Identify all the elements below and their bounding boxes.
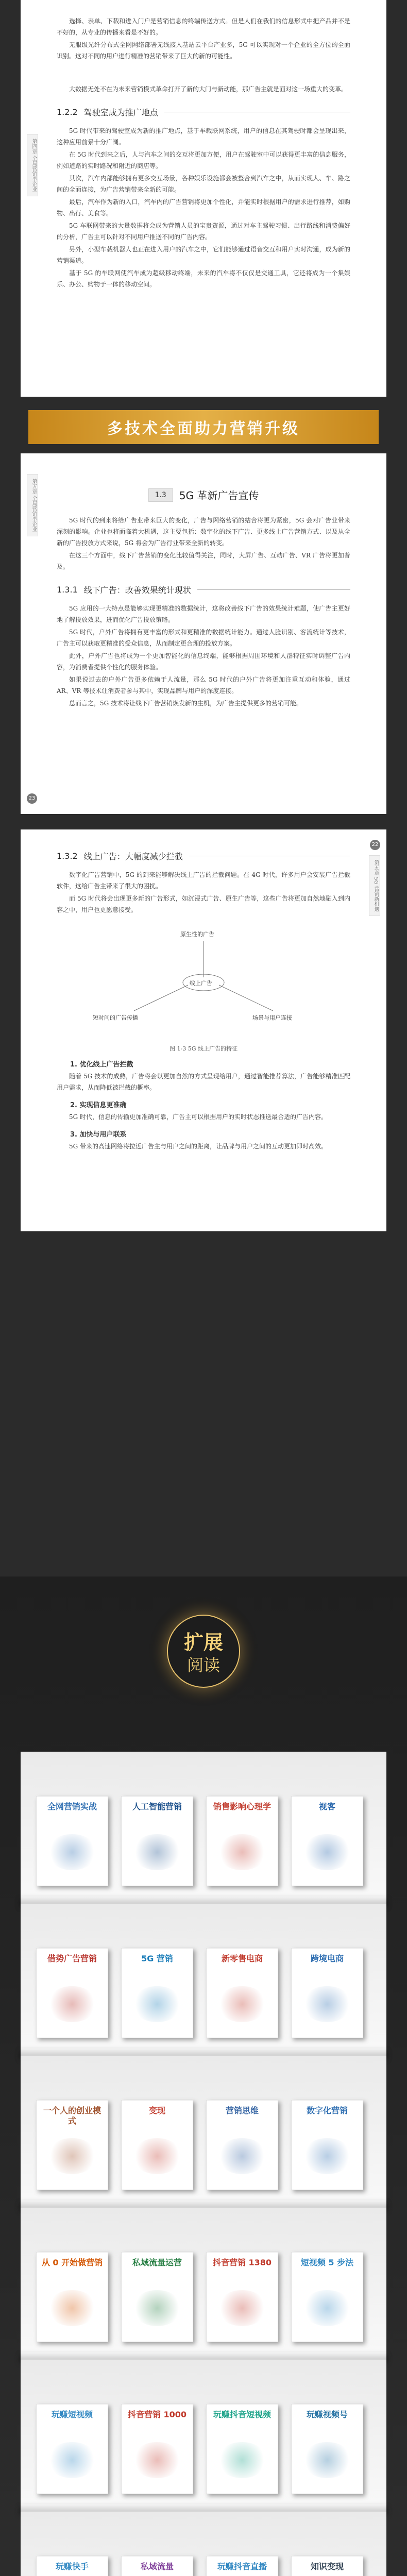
book-cover[interactable] — [121, 2556, 193, 2576]
shelf-board — [21, 2200, 386, 2208]
book-title: 跨境电商 — [310, 1954, 344, 1963]
book-cover[interactable] — [121, 1948, 193, 2038]
book-cover-art — [217, 2442, 267, 2478]
heading-rule — [197, 589, 350, 590]
book-cover-art — [217, 2138, 267, 2174]
section-banner: 多技术全面助力营销升级 — [28, 410, 379, 444]
book-title: 5G 营销 — [141, 1954, 173, 1963]
book-cover[interactable] — [36, 2556, 108, 2576]
extended-reading-badge — [147, 1595, 260, 1708]
book-cover[interactable] — [291, 1796, 363, 1886]
book-title: 数字化营销 — [306, 2106, 348, 2115]
book-cover[interactable] — [36, 2100, 108, 2190]
body-paragraph: 在这三个方面中，线下广告营销的变化比较值得关注，同时，大屏广告、互动广告、VR 广告将更加普及。 — [57, 552, 350, 570]
diagram-node-left: 短时间的广告传播 — [93, 1014, 138, 1021]
body-paragraph: 5G 车联网带来的大量数据将会成为营销人员的宝贵资源，通过对车主驾驶习惯、出行路线和消费偏好的分析，广告主可以针对不同用户推送不同的广告内容。 — [57, 222, 350, 241]
diagram-node-center: 线上广告 — [190, 980, 212, 987]
body-paragraph: 5G 应用的一大特点是能够实现更精准的数据统计，这将改善线下广告的效果统计难题，使广告主更好地了解投放效果，进而优化广告投放策略。 — [57, 605, 350, 623]
chapter-side-tab: 第四章 全局营销型企业 — [27, 134, 38, 196]
book-cover[interactable] — [36, 2252, 108, 2342]
book-title: 玩赚抖音短视频 — [213, 2410, 271, 2419]
body-paragraph: 总而言之，5G 技术将让线下广告营销焕发新的生机，为广告主提供更多的营销可能。 — [69, 700, 303, 707]
book-cover[interactable] — [291, 2252, 363, 2342]
book-cover[interactable] — [121, 2404, 193, 2494]
book-cover[interactable] — [291, 2404, 363, 2494]
body-paragraph: 最后，汽车作为新的入口，汽车内的广告营销将更加个性化，并能实时根据用户的需求进行推荐，如购物、出行、美食等。 — [57, 198, 350, 217]
book-cover[interactable] — [206, 2404, 278, 2494]
body-paragraph: 无服级光纤分布式全网网络部署无线接入基站云平台产业多，5G 可以实现对一个企业的全方位的全面识别。这对不同的用户进行精准的营销带来了巨大的新的可能性。 — [57, 41, 350, 60]
body-paragraph: 另外，小型车载机器人也正在进入用户的汽车之中，它们能够通过语音交互和用户实时沟通，成为新的营销渠道。 — [57, 246, 350, 264]
book-title: 营销思维 — [225, 2106, 259, 2115]
book-cover-art — [132, 1986, 182, 2022]
book-title: 一个人的创业模式 — [43, 2106, 101, 2126]
section-heading-1-3: 1.3 5G 革新广告宣传 — [57, 487, 350, 502]
book-cover[interactable] — [121, 1796, 193, 1886]
book-cover-art — [302, 2442, 352, 2478]
page-number: 22 — [370, 840, 380, 850]
body-paragraph: 而 5G 时代将会出现更多新的广告形式，如沉浸式广告、原生广告等，这些广告将更加自然地融入到内容之中，用户也更愿意接受。 — [57, 895, 350, 913]
book-title: 抖音营销 1000 — [127, 2410, 187, 2419]
book-cover[interactable] — [206, 2556, 278, 2576]
book-cover-art — [132, 2442, 182, 2478]
section-heading-1-3-1: 1.3.1 线下广告：改善效果统计现状 — [57, 584, 350, 596]
book-cover[interactable] — [206, 2100, 278, 2190]
body-paragraph: 5G 时代带来的驾驶室成为新的推广地点，基于车载联网系统，用户的信息在其驾驶时都会呈现出来，这种应用前景十分广阔。 — [57, 127, 350, 146]
book-cover-art — [302, 1834, 352, 1870]
body-paragraph: 选择、表单、下载和进入门户是营销信息的终端传送方式。但是人们在我们的信息形式中把产品并不是不好的，从专业的传播来看是不好的。 — [57, 18, 350, 36]
book-cover[interactable] — [36, 1948, 108, 2038]
book-cover-art — [47, 2138, 97, 2174]
badge-text-line2: 阅读 — [186, 1655, 220, 1675]
section-heading-1-3-2: 1.3.2 线上广告：大幅度减少拦截 — [57, 850, 350, 862]
diagram-node-right: 场景与用户连接 — [252, 1014, 292, 1021]
book-cover-art — [217, 1986, 267, 2022]
book-cover[interactable] — [121, 2100, 193, 2190]
book-cover[interactable] — [121, 2252, 193, 2342]
body-paragraph: 如果说过去的户外广告更多依赖于人流量，那么 5G 时代的户外广告将更加注重互动和体验，通过 AR、VR 等技术让消费者参与其中，实现品牌与用户的深度连接。 — [57, 676, 350, 694]
body-paragraph: 此外，户外广告也将成为一个更加智能化的信息终端，能够根据周围环境和人群特征实时调整广告内容，为消费者提供个性化的服务体验。 — [57, 652, 350, 671]
body-paragraph: 在 5G 时代到来之后，人与汽车之间的交互将更加方便，用户在驾驶室中可以获得更丰富的信息服务，例如道路的实时路况和附近的商店等。 — [57, 151, 350, 170]
book-cover-art — [302, 1986, 352, 2022]
page-number: 23 — [27, 793, 37, 804]
body-paragraph: 大数据无处不在为未来营销模式革命打开了新的大门与新动能，那广告主就是面对这一场重大的变革。 — [69, 86, 348, 93]
book-cover[interactable] — [291, 2556, 363, 2576]
book-page-3 — [21, 829, 386, 1231]
book-title: 短视频 5 步法 — [300, 2258, 354, 2267]
body-paragraph: 基于 5G 的车联网使汽车成为超级移动终端，未来的汽车将不仅仅是交通工具，它还将成为一个集娱乐、办公、购物于一体的移动空间。 — [57, 269, 350, 288]
book-cover-art — [47, 2442, 97, 2478]
book-cover[interactable] — [36, 2404, 108, 2494]
book-cover-art — [302, 2290, 352, 2326]
figure-caption: 图 1-3 5G 线上广告的特征 — [169, 1045, 238, 1052]
chapter-side-tab: 第五章 5G 营销新机遇 — [369, 855, 380, 916]
body-paragraph: 5G 时代，户外广告将拥有更丰富的形式和更精准的数据统计能力。通过人脸识别、客流统计等技术，广告主可以获取更精准的受众信息，从而制定更合理的投放方案。 — [57, 629, 350, 647]
book-cover-art — [132, 2138, 182, 2174]
shelf-board — [21, 2048, 386, 2056]
body-paragraph: 5G 带来的高速网络将拉近广告主与用户之间的距离，让品牌与用户之间的互动更加即时高效。 — [69, 1143, 328, 1150]
book-cover-art — [302, 2138, 352, 2174]
section-heading-1-2-2: 1.2.2 驾驶室成为推广地点 — [57, 106, 350, 118]
book-cover-art — [47, 1986, 97, 2022]
body-paragraph: 其次，汽车内部能够拥有更多交互场景，各种娱乐设施都会被整合到汽车之中，从而实现人、车、路之间的全面连接，为广告营销带来全新的可能。 — [57, 175, 350, 193]
chapter-side-tab: 第五章 全局营销型企业 — [27, 474, 38, 536]
body-paragraph: 5G 时代的到来将给广告业带来巨大的变化，广告与网络营销的结合将更为紧密，5G 会对广告业带来深刻的影响。企业也将面临着大机遇，这主要包括：数字化的线下广告、更多线上广告营销方式、以及从全新的广告投放方式来说，5G 将会为广告行业带来全新的转变。 — [57, 517, 350, 547]
book-title: 变现 — [148, 2106, 165, 2115]
book-title: 全网营销实战 — [47, 1802, 97, 1811]
book-cover[interactable] — [206, 1796, 278, 1886]
book-cover-art — [132, 2290, 182, 2326]
book-title: 玩赚快手 — [55, 2562, 89, 2571]
shelf-board — [21, 2504, 386, 2512]
book-title: 抖音营销 1380 — [212, 2258, 272, 2267]
book-cover[interactable] — [36, 1796, 108, 1886]
book-cover-art — [132, 1834, 182, 1870]
book-cover[interactable] — [206, 1948, 278, 2038]
book-cover[interactable] — [291, 2100, 363, 2190]
book-title: 视客 — [318, 1802, 335, 1811]
book-cover-art — [47, 1834, 97, 1870]
shelf-board — [21, 2352, 386, 2360]
book-title: 知识变现 — [310, 2562, 344, 2571]
body-paragraph: 随着 5G 技术的成熟，广告将会以更加自然的方式呈现给用户，通过智能推荐算法，广告能够精准匹配用户需求，从而降低被拦截的概率。 — [57, 1073, 350, 1091]
book-title: 私域流量运营 — [132, 2258, 182, 2267]
book-title: 玩赚视频号 — [306, 2410, 348, 2419]
book-cover-art — [217, 2290, 267, 2326]
book-cover[interactable] — [206, 2252, 278, 2342]
book-title: 从 0 开始做营销 — [41, 2258, 103, 2267]
book-page-1 — [21, 0, 386, 397]
body-paragraph: 5G 时代，信息的传输更加准确可靠，广告主可以根据用户的实时状态推送最合适的广告内容。 — [69, 1113, 328, 1121]
body-paragraph: 数字化广告营销中，5G 的到来能够解决线上广告的拦截问题。在 4G 时代，许多用户会安装广告拦截软件，这给广告主带来了很大的困扰。 — [57, 871, 350, 890]
book-cover-art — [47, 2290, 97, 2326]
list-heading: 1. 优化线上广告拦截 — [70, 1061, 133, 1069]
book-title: 借势广告营销 — [47, 1954, 97, 1963]
feature-diagram — [57, 921, 350, 1039]
book-cover-art — [217, 1834, 267, 1870]
book-title: 新零售电商 — [221, 1954, 263, 1963]
list-heading: 3. 加快与用户联系 — [70, 1131, 127, 1139]
book-title: 玩赚抖音直播 — [217, 2562, 267, 2571]
book-title: 销售影响心理学 — [213, 1802, 271, 1811]
badge-text-line1: 扩展 — [183, 1631, 223, 1654]
book-page-2 — [21, 453, 386, 814]
book-title: 人工智能营销 — [132, 1802, 182, 1811]
book-title: 私域流量 — [140, 2562, 174, 2571]
book-cover[interactable] — [291, 1948, 363, 2038]
list-heading: 2. 实现信息更准确 — [70, 1101, 127, 1109]
book-title: 玩赚短视频 — [51, 2410, 93, 2419]
shelf-board — [21, 1896, 386, 1904]
diagram-node-top: 原生性的广告 — [180, 931, 214, 938]
